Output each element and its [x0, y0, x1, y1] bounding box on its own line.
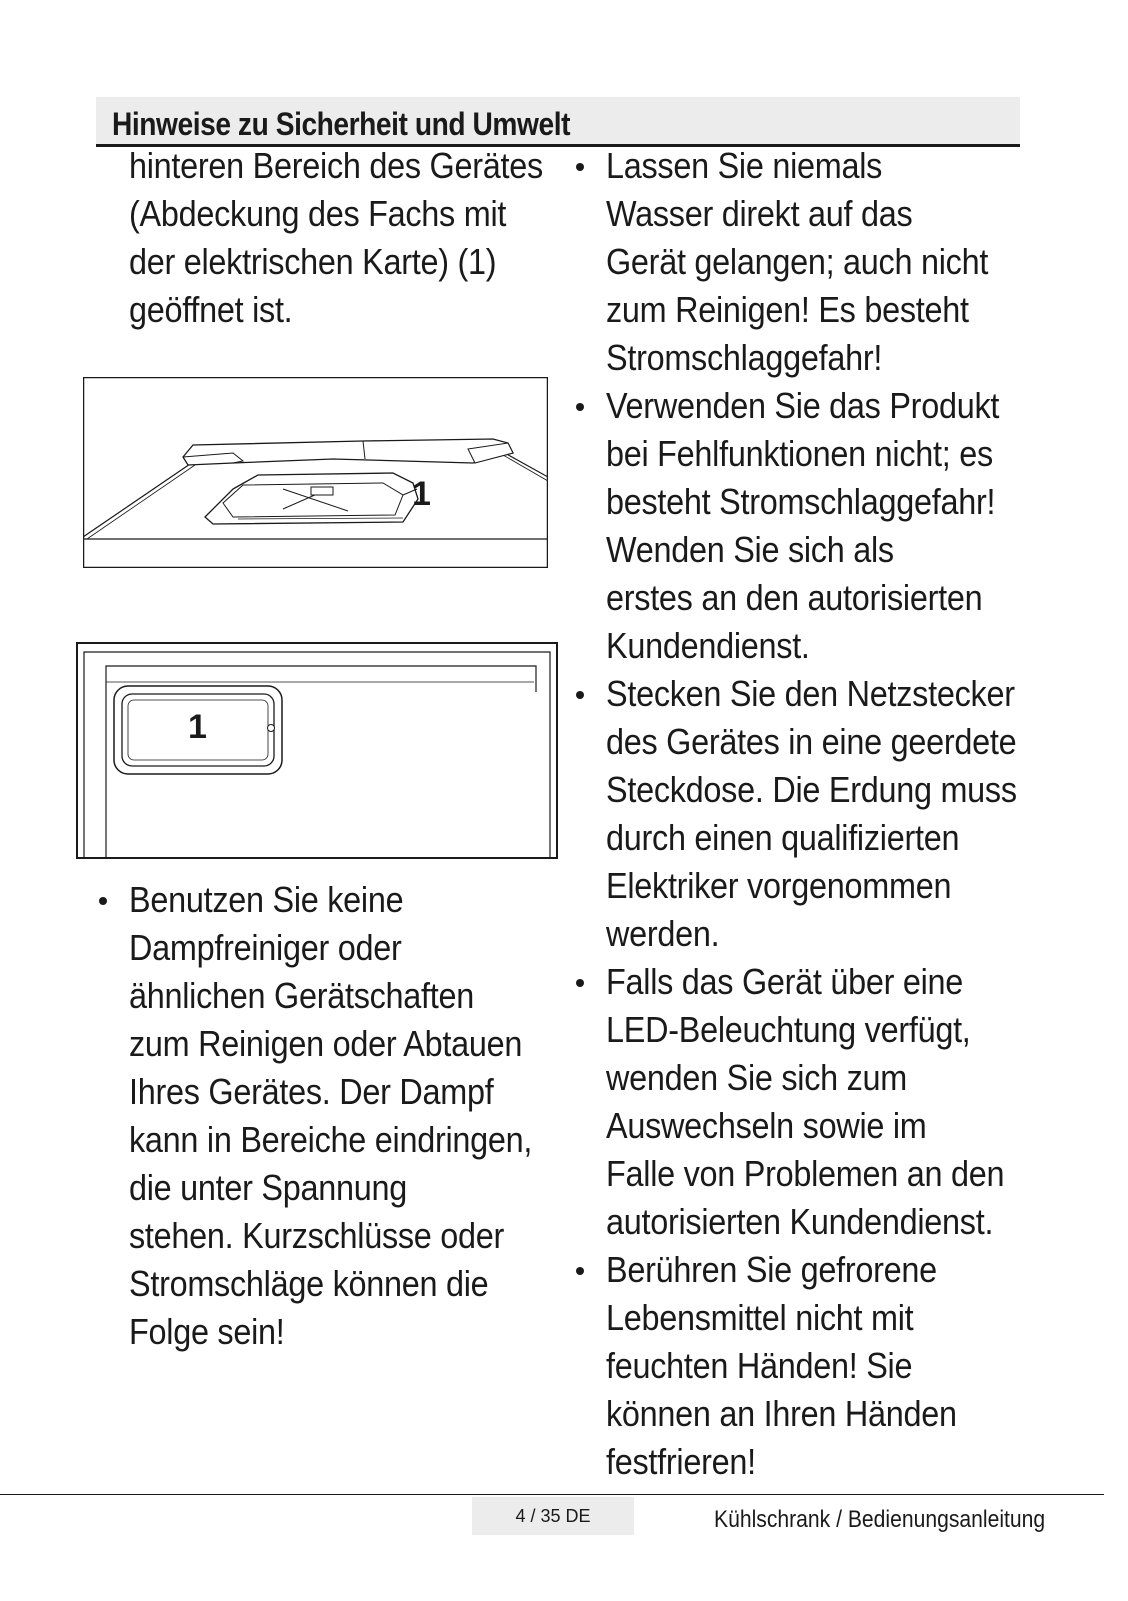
text-line: Lebensmittel nicht mit	[606, 1297, 914, 1338]
left-continuation-text	[129, 142, 549, 334]
text-line: durch einen qualifizierten	[606, 817, 960, 858]
section-header	[96, 97, 1020, 147]
text-line: Steckdose. Die Erdung muss	[606, 769, 1017, 810]
text-line: kann in Bereiche eindringen,	[129, 1119, 533, 1160]
text-line: Kundendienst.	[606, 625, 810, 666]
text-line: können an Ihren Händen	[606, 1393, 957, 1434]
text-line: Dampfreiniger oder	[129, 927, 402, 968]
right-bullet-list	[606, 142, 1026, 1486]
callout-label: 1	[412, 475, 431, 513]
text-line: Verwenden Sie das Produkt	[606, 385, 1000, 426]
left-bullet-list	[129, 876, 549, 1356]
text-line: werden.	[606, 913, 720, 954]
text-line: wenden Sie sich zum	[606, 1057, 908, 1098]
text-line: Elektriker vorgenommen	[606, 865, 952, 906]
text-line: geöffnet ist.	[129, 289, 293, 330]
text-line: erstes an den autorisierten	[606, 577, 983, 618]
text-line: Stromschläge können die	[129, 1263, 489, 1304]
text-line: Stromschlaggefahr!	[606, 337, 883, 378]
page-number: 4 / 35 DE	[472, 1497, 634, 1535]
bullet-icon	[576, 1267, 584, 1275]
text-line: Falls das Gerät über eine	[606, 961, 964, 1002]
text-line: Folge sein!	[129, 1311, 285, 1352]
text-line: Stecken Sie den Netzstecker	[606, 673, 1015, 714]
text-line: Lassen Sie niemals	[606, 145, 883, 186]
footer-divider	[0, 1494, 1104, 1495]
list-item	[606, 382, 1026, 670]
text-line: zum Reinigen! Es besteht	[606, 289, 969, 330]
list-item	[129, 876, 549, 1356]
section-title: Hinweise zu Sicherheit und Umwelt	[112, 106, 571, 142]
text-line: hinteren Bereich des Gerätes	[129, 145, 543, 186]
bullet-icon	[576, 403, 584, 411]
text-line: Benutzen Sie keine	[129, 879, 404, 920]
text-line: feuchten Händen! Sie	[606, 1345, 913, 1386]
list-item	[606, 1246, 1026, 1486]
text-line: Wenden Sie sich als	[606, 529, 894, 570]
list-item	[606, 958, 1026, 1246]
document-title: Kühlschrank / Bedienungsanleitung	[714, 1506, 1046, 1533]
figure-electronic-card-cover-front	[76, 642, 558, 860]
text-line: Auswechseln sowie im	[606, 1105, 927, 1146]
figure-electronic-card-cover-top	[83, 377, 548, 568]
text-line: Falle von Problemen an den	[606, 1153, 1005, 1194]
callout-label: 1	[188, 708, 207, 746]
bullet-icon	[576, 979, 584, 987]
text-line: (Abdeckung des Fachs mit	[129, 193, 507, 234]
text-line: der elektrischen Karte) (1)	[129, 241, 497, 282]
list-item	[606, 142, 1026, 382]
illustration-appliance-front	[76, 642, 558, 860]
text-line: besteht Stromschlaggefahr!	[606, 481, 996, 522]
text-line: Ihres Gerätes. Der Dampf	[129, 1071, 494, 1112]
illustration-appliance-top	[83, 377, 548, 568]
text-line: Gerät gelangen; auch nicht	[606, 241, 989, 282]
text-line: LED-Beleuchtung verfügt,	[606, 1009, 971, 1050]
text-line: zum Reinigen oder Abtauen	[129, 1023, 523, 1064]
bullet-icon	[99, 897, 107, 905]
text-line: Berühren Sie gefrorene	[606, 1249, 937, 1290]
text-line: bei Fehlfunktionen nicht; es	[606, 433, 993, 474]
list-item	[606, 670, 1026, 958]
text-line: Wasser direkt auf das	[606, 193, 913, 234]
bullet-icon	[576, 691, 584, 699]
text-line: stehen. Kurzschlüsse oder	[129, 1215, 505, 1256]
bullet-icon	[576, 163, 584, 171]
text-line: des Gerätes in eine geerdete	[606, 721, 1017, 762]
text-line: die unter Spannung	[129, 1167, 407, 1208]
text-line: ähnlichen Gerätschaften	[129, 975, 475, 1016]
text-line: festfrieren!	[606, 1441, 756, 1482]
text-line: autorisierten Kundendienst.	[606, 1201, 994, 1242]
